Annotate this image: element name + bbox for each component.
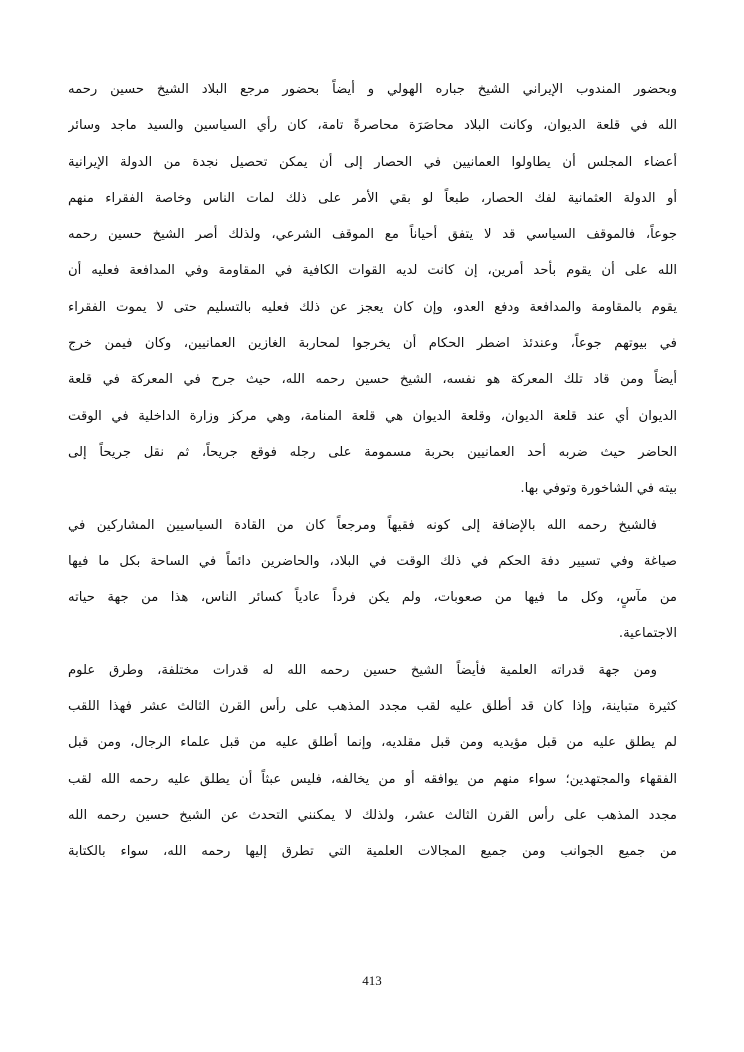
page-number: 413 bbox=[362, 973, 382, 988]
text-line: الله على أن يقوم بأحد أمرين، إن كانت لديه القوات الكافية في المقاومة وفي المدافعة فعليه أن bbox=[68, 263, 677, 279]
text-line: فالشيخ رحمه الله بالإضافة إلى كونه فقيهاً ومرجعاً كان من القادة السياسيين المشاركين في bbox=[68, 517, 657, 533]
text-line: لم يطلق عليه من قبل مؤيديه ومن قبل مقلديه، وإنما أطلق عليه من قبل علماء الرجال، ومن قبل bbox=[68, 735, 677, 751]
text-line: صياغة وفي تسيير دفة الحكم في ذلك الوقت في البلاد، والحاضرين دائماً في الساحة بكل ما فيها bbox=[68, 553, 677, 569]
text-line: من جميع الجوانب ومن جميع المجالات العلمية التي تطرق إليها رحمه الله، سواء بالكتابة bbox=[68, 844, 677, 860]
text-line: الاجتماعية. bbox=[618, 626, 677, 642]
text-line: في بيوتهم جوعاً، وعندئذ اضطر الحكام أن يخرجوا لمحاربة الغازين العمانيين، وكان فيمن خرج bbox=[68, 336, 677, 352]
text-line: وبحضور المندوب الإيراني الشيخ جباره الهولي و أيضاً بحضور مرجع البلاد الشيخ حسين رحمه bbox=[68, 82, 677, 97]
text-line: كثيرة متباينة، وإذا كان قد أطلق عليه لقب مجدد المذهب على رأس القرن الثالث عشر فهذا اللقب bbox=[68, 699, 677, 715]
text-line: من مآسٍ، وكل ما فيها من صعوبات، ولم يكن فرداً عادياً كسائر الناس، هذا من جهة حياته bbox=[68, 590, 677, 606]
text-line: الله في قلعة الديوان، وكانت البلاد محاصَرَة محاصرةً تامة، كان رأي السياسين والسيد ماجد وسائر bbox=[68, 118, 677, 134]
text-line: جوعاً، فالموقف السياسي قد لا يتفق أحياناً مع الموقف الشرعي، ولذلك أصر الشيخ حسين رحمه bbox=[68, 227, 677, 243]
text-line: الحاضر حيث ضربه أحد العمانيين بحربة مسمومة على رجله فوقع جريحاً، ثم نقل جريحاً إلى bbox=[68, 444, 677, 460]
text-line: أيضاً ومن قاد تلك المعركة هو نفسه، الشيخ حسين رحمه الله، حيث جرح في المعركة في قلعة bbox=[68, 372, 677, 388]
body-text bbox=[68, 72, 677, 871]
text-line: مجدد المذهب على رأس القرن الثالث عشر، ولذلك لا يمكنني التحدث عن الشيخ حسين رحمه الله bbox=[68, 807, 677, 823]
text-line: الديوان أي عند قلعة الديوان، وقلعة الديوان هي قلعة المنامة، وهي مركز وزارة الداخلية في الوقت bbox=[68, 408, 677, 424]
text-line: بيته في الشاخورة وتوفي بها. bbox=[520, 481, 677, 497]
text-line: يقوم بالمقاومة والمدافعة ودفع العدو، وإن كان يعجز عن ذلك فعليه بالتسليم حتى لا يموت الفقراء bbox=[68, 299, 677, 315]
text-line: الفقهاء والمجتهدين؛ سواء منهم من يوافقه أو من يخالفه، فليس عبثاً أن يطلق عليه رحمه الله لقب bbox=[68, 771, 677, 787]
text-line: أو الدولة العثمانية لفك الحصار، طبعاً لو بقي الأمر على ذلك لمات الناس وخاصة الفقراء منهم bbox=[68, 190, 677, 206]
text-line: ومن جهة قدراته العلمية فأيضاً الشيخ حسين رحمه الله له قدرات مختلفة، وطرق علوم bbox=[68, 662, 657, 678]
text-line: أعضاء المجلس أن يطاولوا العمانيين في الحصار إلى أن يمكن تحصيل نجدة من الدولة الإيرانية bbox=[68, 154, 677, 170]
